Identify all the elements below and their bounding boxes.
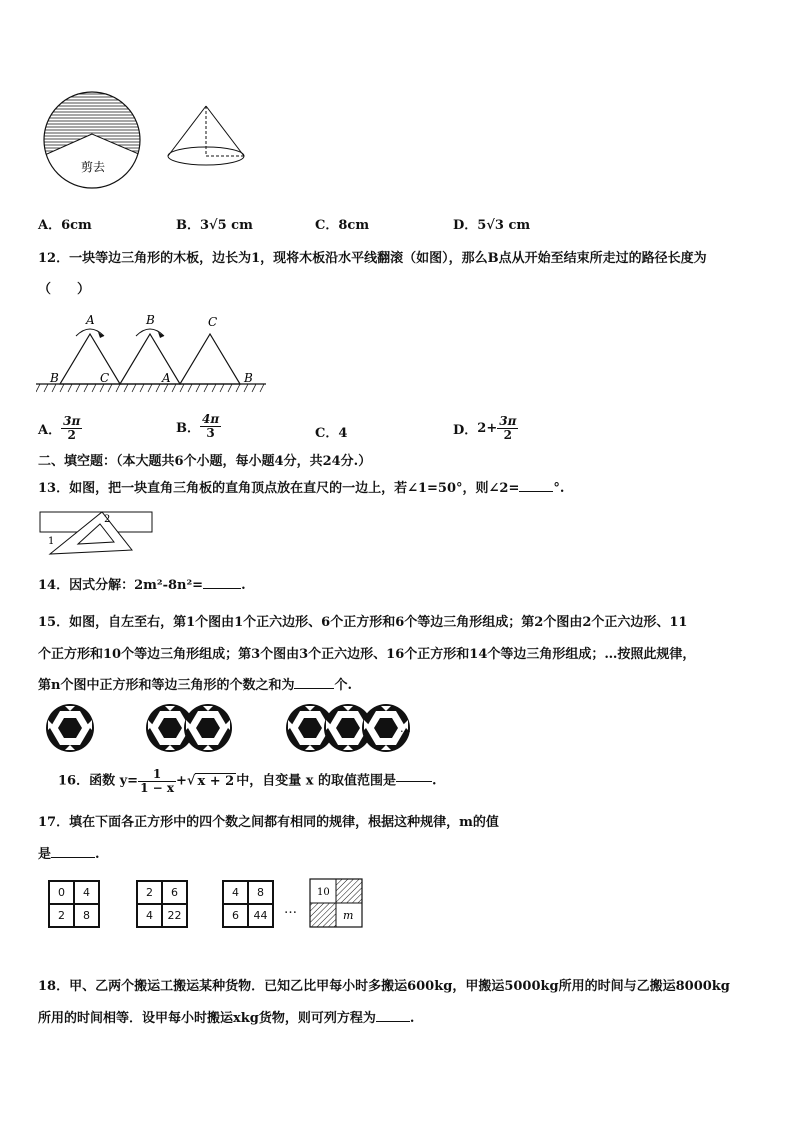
q17-ellipsis: … — [284, 902, 297, 917]
q18-stem-line1: 18．甲、乙两个搬运工搬运某种货物．已知乙比甲每小时多搬运600kg，甲搬运5000kg所用的时间与乙搬运8000kg — [38, 979, 730, 994]
q12-stem-line1: 12．一块等边三角形的木板，边长为1，现将木板沿水平线翻滚（如图），那么B点从开始至结束所走过的路径长度为 — [38, 251, 707, 266]
q17-square-1: 0 4 2 8 — [48, 880, 100, 928]
q12-triangle-figure — [36, 312, 268, 398]
svg-text:C: C — [208, 315, 218, 329]
svg-text:C: C — [100, 371, 110, 385]
svg-text:…: … — [400, 722, 411, 735]
q13-ruler-triangle-figure — [38, 508, 156, 558]
q15-stem-line1: 15．如图，自左至右，第1个图由1个正六边形、6个正方形和6个等边三角形组成；第2个图由2个正六边形、11 — [38, 615, 688, 630]
svg-text:B: B — [50, 371, 59, 385]
svg-text:10: 10 — [317, 887, 330, 898]
q17-stem-line1: 17．填在下面各正方形中的四个数之间都有相同的规律，根据这种规律，m的值 — [38, 815, 499, 830]
svg-text:B: B — [244, 371, 253, 385]
q12-stem-line2: （ ） — [38, 282, 91, 297]
q11-option-d: D．5√3 cm — [453, 218, 531, 233]
q11-circle-figure — [38, 90, 148, 192]
q11-option-b: B．3√5 cm — [176, 218, 253, 233]
svg-text:m: m — [343, 909, 354, 922]
q17-square-3: 4 8 6 44 — [222, 880, 274, 928]
q11-option-a: A．6cm — [38, 218, 92, 233]
q11-cut-label: 剪去 — [81, 160, 106, 174]
svg-text:2: 2 — [104, 514, 111, 525]
q12-option-b: B． $\frac{4\pi}{3}$ — [176, 412, 220, 440]
q12-option-c: C．4 — [315, 426, 348, 441]
q17-square-2: 2 6 4 22 — [136, 880, 188, 928]
q11-option-c: C．8cm — [315, 218, 370, 233]
svg-text:A: A — [162, 371, 171, 385]
svg-text:A: A — [86, 313, 95, 327]
q13-stem: 13．如图，把一块直角三角板的直角顶点放在直尺的一边上，若∠1=50°，则∠2= °. — [38, 481, 565, 496]
svg-text:1: 1 — [48, 536, 55, 547]
q11-cone-figure — [160, 100, 252, 172]
q17-stem-line2: 是 . — [38, 847, 100, 862]
q15-stem-line2: 个正方形和10个等边三角形组成；第3个图由3个正六边形、16个正方形和14个等边三角形组成；…按照此规律， — [38, 647, 696, 662]
q14-stem: 14．因式分解：2m²-8n²= . — [38, 578, 246, 593]
q15-stem-line3: 第n个图中正方形和等边三角形的个数之和为 个. — [38, 678, 352, 693]
svg-text:B: B — [146, 313, 155, 327]
q12-option-d: D．2+ $\frac{3\pi}{2}$ — [453, 414, 517, 442]
q15-pattern-figure — [44, 702, 424, 754]
q12-option-a: A． $\frac{3\pi}{2}$ — [38, 414, 81, 442]
q16-stem: 16．函数 y= $\frac{1}{1 - x}$ +√ x + 2 中，自变量 x 的取值范围是 . — [58, 767, 437, 795]
q17-square-4 — [309, 878, 363, 928]
section-heading: 二、填空题：（本大题共6个小题，每小题4分，共24分.） — [38, 454, 372, 469]
q18-stem-line2: 所用的时间相等．设甲每小时搬运xkg货物，则可列方程为 . — [38, 1011, 415, 1026]
